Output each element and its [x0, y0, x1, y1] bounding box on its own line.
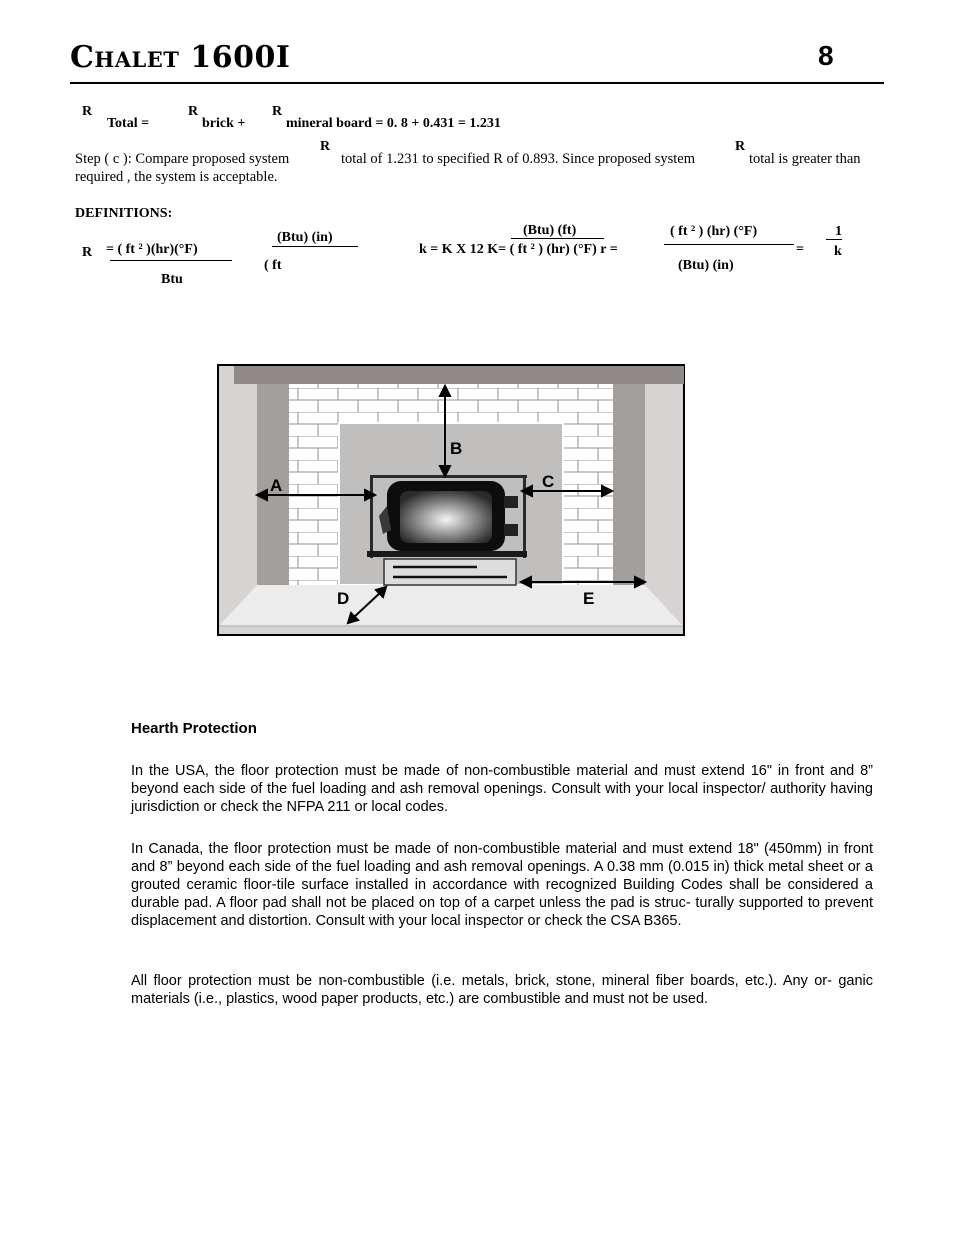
hearth: [219, 585, 683, 626]
fraction-bar: [664, 244, 794, 245]
r-symbol: R: [188, 104, 199, 119]
stove-glass: [400, 491, 492, 543]
stove-plinth: [367, 551, 527, 557]
r-denominator: (Btu) (in): [678, 258, 734, 273]
fireplace-clearance-diagram: [217, 364, 685, 636]
r-symbol: R: [320, 139, 331, 154]
one-label: 1: [835, 224, 842, 239]
ft-label: ( ft: [264, 258, 282, 273]
section-heading: Hearth Protection: [131, 720, 257, 737]
stove-top-plate: [370, 475, 527, 478]
r-definition-numerator: = ( ft ² )(hr)(°F): [106, 242, 198, 257]
label-b: B: [450, 439, 463, 458]
total-label: Total =: [107, 116, 150, 131]
fraction-bar: [110, 260, 232, 261]
r-numerator: ( ft ² ) (hr) (°F): [670, 224, 758, 239]
stove-top-plate: [370, 475, 373, 558]
r-symbol: R: [82, 245, 93, 260]
usa-paragraph: In the USA, the floor protection must be made of non-combustible material and must extend 16" in front and 8” beyond each side of the fuel loading and ash removal openings. Consult with your local inspector/ authority having jurisdiction or check the NFPA 211 or local codes.: [131, 763, 873, 815]
stove-control: [504, 496, 518, 508]
stove-top-plate: [523, 475, 526, 558]
ash-drawer: [384, 559, 516, 585]
k-label: k: [834, 244, 842, 259]
step-c-text: total of 1.231 to specified R of 0.893. Since proposed system: [341, 151, 695, 167]
r-definition-denominator: Btu: [161, 272, 183, 287]
stove-control: [504, 524, 518, 536]
equals-sign: =: [796, 242, 804, 257]
r-symbol: R: [735, 139, 746, 154]
label-e: E: [583, 589, 595, 608]
mineral-board-equation: mineral board = 0. 8 + 0.431 = 1.231: [286, 116, 501, 131]
btu-in-label: (Btu) (in): [277, 230, 333, 245]
fraction-bar: [272, 246, 358, 247]
step-c-text: required , the system is acceptable.: [75, 169, 278, 185]
fraction-bar: [511, 238, 604, 239]
mantel: [234, 366, 684, 384]
btu-ft-label: (Btu) (ft): [523, 223, 577, 238]
page-title: Chalet 1600I: [70, 40, 291, 75]
right-pillar: [613, 384, 645, 585]
step-c-text: Step ( c ): Compare proposed system: [75, 151, 290, 167]
header-divider: [70, 82, 884, 84]
canada-paragraph: In Canada, the floor protection must be made of non-combustible material and must extend 18" (450mm) in front and 8” beyond each side of the fuel loading and ash removal openings. A 0.38 mm (0.015 in) thick metal sheet or a grouted ceramic floor-tile surface installed in accordance with recognized Building Codes shall be considered a durable pad. A floor pad shall not be placed on top of a carpet unless the pad is struc- turally supported to prevent displacement and distortion. Consult with your local inspector or check the CSA B365.: [131, 841, 873, 929]
definitions-heading: DEFINITIONS:: [75, 206, 173, 221]
label-a: A: [270, 476, 283, 495]
brick-label: brick +: [202, 116, 246, 131]
r-symbol: R: [82, 104, 93, 119]
k-definition: k = K X 12 K= ( ft ² ) (hr) (°F) r =: [419, 242, 618, 257]
page-number: 8: [818, 40, 834, 71]
materials-paragraph: All floor protection must be non-combustible (i.e. metals, brick, stone, mineral fiber boards, etc.). Any or- ganic materials (i.e., plastics, wood paper products, etc.) are combustible and must not be used.: [131, 973, 873, 1007]
label-c: C: [542, 472, 555, 491]
fraction-bar: [826, 239, 842, 240]
step-c-text: total is greater than: [749, 151, 861, 167]
label-d: D: [337, 589, 350, 608]
r-symbol: R: [272, 104, 283, 119]
